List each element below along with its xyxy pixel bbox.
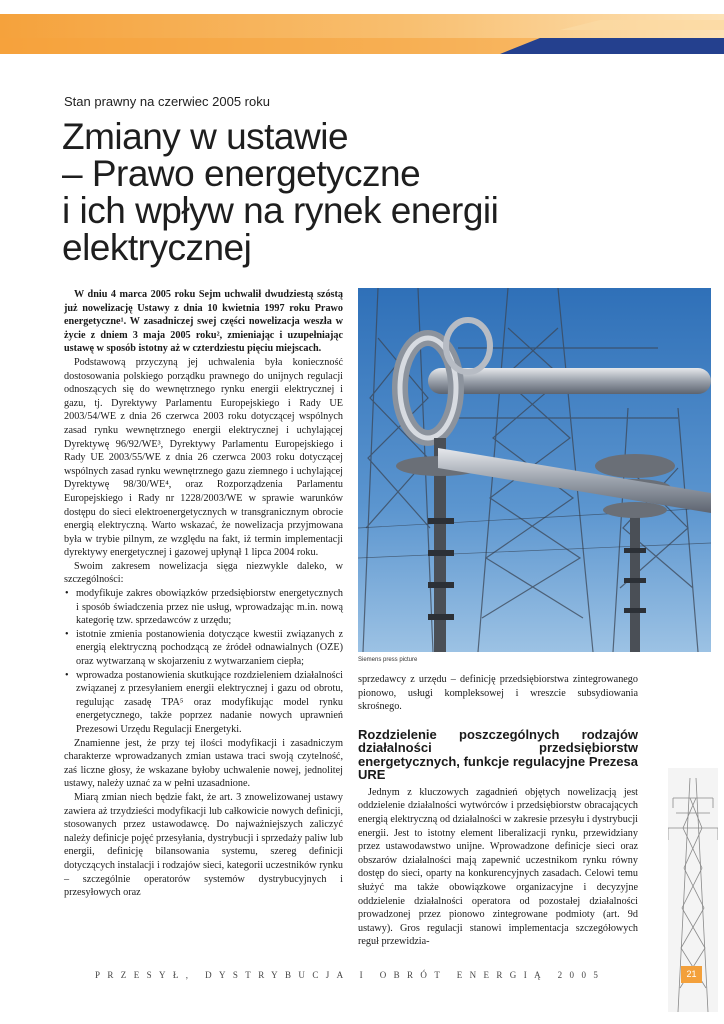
top-banner [0,0,724,58]
left-text-column [64,288,343,900]
body-paragraph: sprzedawcy z urzędu – definicję przedsiębiorstwa zintegrowanego pionowo, usługi kompleksowej i wreszcie subsydiowania skrośnego. [358,674,638,713]
page-number: 21 [681,966,702,983]
bullet-item: • modyfikuje zakres obowiązków przedsiębiorstw energetycznych i sposób świadczenia przez nie usług, wprowadzając m.in. nową kategorię tzw. sprzedawców z urzędu; [76,587,343,628]
photo-caption: Siemens press picture [358,657,418,663]
article-title [62,118,582,266]
body-paragraph: Swoim zakresem nowelizacja sięga niezwykle daleko, w szczególności: [64,560,343,586]
bullet-list [64,587,343,737]
right-text-column [358,673,638,949]
section-kicker: Stan prawny na czerwiec 2005 roku [64,94,270,109]
lead-paragraph: W dniu 4 marca 2005 roku Sejm uchwalił dwudziestą szóstą już nowelizację Ustawy z dnia 10 kwietnia 1997 roku Prawo energetyczne¹. W zasadniczej swej części nowelizacja weszła w życie z dniem 3 maja 2005 roku², zmieniając i uzupełniając ustawę w sposób istotny aż w czterdziestu pięciu miejscach. [64,289,343,355]
body-paragraph: Miarą zmian niech będzie fakt, że art. 3 znowelizowanej ustawy zawiera aż trzydzieści modyfikacji lub całkowicie nowych definicji, stosowanych przez ustawodawcę. Do najważniejszych zaliczyć należy definicje pojęć przesyłania, dystrybucji i sprzedaży paliw lub energii, definicję bilansowania systemu, szereg definicji dotyczących instalacji i rodzajów sieci, kategorii uczestników rynku – szczególnie operatorów systemów dystrybucyjnych i przesyłowych oraz [64,791,343,899]
title-line: i ich wpływ na rynek energii [62,190,499,231]
body-paragraph: Jednym z kluczowych zagadnień objętych nowelizacją jest oddzielenie działalności wytwórców i przedsiębiorstw obracających energią elektryczną od działalności w zakresie przesyłu i dystrybucji energii. Jest to istotny element liberalizacji rynku, przewidziany przez ustawodawstwo unijne. Wprowadzone definicje sieci oraz obszarów działalności mają zapewnić uczestnikom rynku równy dostęp do sieci, oparty na konkurencyjnych zasadach. Celowi temu służyć ma także obowiązkowe organizacyjne i decyzyjne oddzielenie działalności operatora od pozostałej działalności prowadzonej przez pionowo zintegrowane podmioty (art. 9d ustawy). Gros regulacji stanowi implementacja szczegółowych reguł przewidzia- [358,786,638,948]
running-footer: PRZESYŁ, DYSTRYBUCJA I OBRÓT ENERGIĄ 2005 [95,970,606,980]
body-paragraph: Znamienne jest, że przy tej ilości modyfikacji i zasadniczym charakterze wprowadzanych zmian ustawa traci swoją czytelność, zaś liczne głosy, że wskazane byłoby uchwalenie nowej, jednolitej ustawy, należy uznać za w pełni uzasadnione. [64,737,343,790]
title-line: Zmiany w ustawie [62,116,349,157]
power-line-insulator-photo [358,288,711,652]
bullet-item: • istotnie zmienia postanowienia dotyczące kwestii związanych z energią elektryczną pochodzącą ze źródeł odnawialnych (OZE) oraz wytwarzaną w skojarzeniu z wytwarzaniem ciepła; [76,628,343,669]
body-paragraph: Podstawową przyczyną jej uchwalenia była konieczność dostosowania polskiego porządku prawnego do unijnych regulacji odnoszących się do wewnętrznego rynku energii elektrycznej i gazu, tj. Dyrektywy Parlamentu Europejskiego i Rady UE 2003/54/WE z dnia 26 czerwca 2003 roku dotyczącej wspólnych zasad rynku wewnętrznego energii elektrycznej i uchylającej Dyrektywę 96/92/WE³, Dyrektywy Parlamentu Europejskiego i Rady UE 2003/55/WE z dnia 26 czerwca 2003 roku dotyczącej wspólnych zasad rynku wewnętrznego gazu ziemnego i uchylającej Dyrektywę 98/30/WE⁴, oraz Rozporządzenia Parlamentu Europejskiego i Rady nr 1228/2003/WE w sprawie warunków dostępu do sieci elektroenergetycznych w transgranicznym obrocie energią elektryczną. Warto wskazać, że nowelizacja przyjmowana była w trybie pilnym, ze względu na fakt, iż termin implementacji dyrektywy energetycznej i gazowej upłynął 1 lipca 2004 roku. [64,356,343,559]
title-line: elektrycznej [62,227,252,268]
section-heading: Rozdzielenie poszczególnych rodzajów działalności przedsiębiorstw energetycznych, funkcje regulacyjne Prezesa URE [358,726,638,783]
title-line: – Prawo energetyczne [62,153,421,194]
bullet-item: • wprowadza postanowienia skutkujące rozdzieleniem działalności związanej z przesyłaniem energii elektrycznej i gazu od obrotu, regulując zasadę TPA⁵ oraz modyfikując model rynku energetycznego, także poprzez nadanie nowych uprawnień Prezesowi Urzędu Regulacji Energetyki. [76,669,343,737]
